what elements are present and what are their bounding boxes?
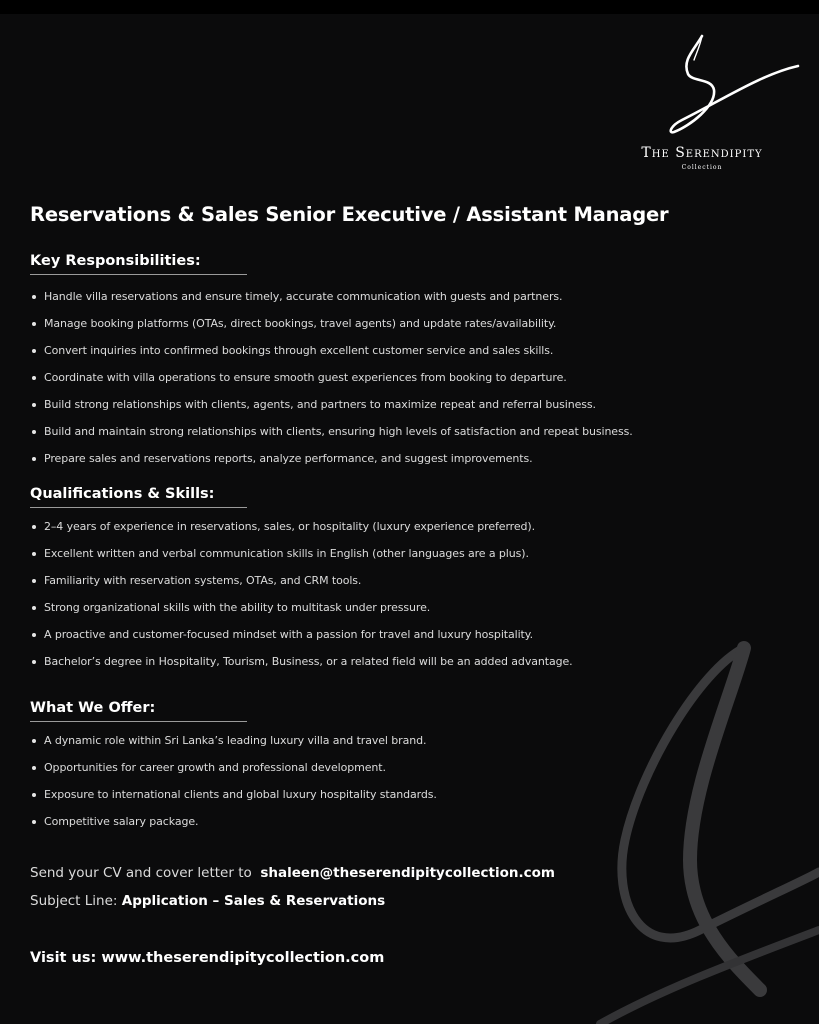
section-heading-label: What We Offer:	[30, 700, 156, 716]
visit-line	[30, 950, 384, 966]
offer-list	[30, 731, 770, 839]
section-heading-label: Key Responsibilities:	[30, 253, 201, 269]
cv-prefix: Send your CV and cover letter to	[30, 865, 252, 881]
list-item: Prepare sales and reservations reports, analyze performance, and suggest improvements.	[30, 449, 770, 476]
list-item: 2–4 years of experience in reservations, sales, or hospitality (luxury experience preferred).	[30, 517, 770, 544]
list-item: Manage booking platforms (OTAs, direct bookings, travel agents) and update rates/availability.	[30, 314, 770, 341]
list-item: A proactive and customer-focused mindset with a passion for travel and luxury hospitality.	[30, 625, 770, 652]
list-item: Handle villa reservations and ensure timely, accurate communication with guests and partners.	[30, 287, 770, 314]
top-bar	[0, 0, 819, 14]
list-item: A dynamic role within Sri Lanka’s leading luxury villa and travel brand.	[30, 731, 770, 758]
section-heading-offer	[30, 700, 260, 722]
responsibilities-list	[30, 287, 770, 476]
page-title: Reservations & Sales Senior Executive / Assistant Manager	[30, 203, 669, 226]
heading-underline	[30, 274, 247, 275]
qualifications-list	[30, 517, 770, 679]
subject-text: Application – Sales & Reservations	[121, 893, 386, 909]
subject-prefix: Subject Line:	[30, 893, 118, 909]
list-item: Coordinate with villa operations to ensure smooth guest experiences from booking to departure.	[30, 368, 770, 395]
section-heading-qualifications	[30, 486, 260, 508]
contact-email-link[interactable]: shaleen@theserendipitycollection.com	[260, 865, 555, 881]
list-item: Familiarity with reservation systems, OTAs, and CRM tools.	[30, 571, 770, 598]
website-link[interactable]: www.theserendipitycollection.com	[101, 950, 385, 966]
list-item: Competitive salary package.	[30, 812, 770, 839]
brand-logo	[612, 30, 802, 180]
brand-subtitle: Collection	[681, 164, 723, 171]
list-item: Opportunities for career growth and professional development.	[30, 758, 770, 785]
heading-underline	[30, 507, 247, 508]
list-item: Bachelor’s degree in Hospitality, Tourism, Business, or a related field will be an added advantage.	[30, 652, 770, 679]
brand-name: The Serendipity	[641, 145, 763, 161]
heading-underline	[30, 721, 247, 722]
list-item: Excellent written and verbal communication skills in English (other languages are a plus).	[30, 544, 770, 571]
cv-instructions	[30, 865, 730, 881]
list-item: Strong organizational skills with the ability to multitask under pressure.	[30, 598, 770, 625]
subject-line	[30, 893, 730, 909]
script-s-logo-icon	[612, 30, 802, 140]
section-heading-responsibilities	[30, 253, 260, 275]
list-item: Convert inquiries into confirmed bookings through excellent customer service and sales skills.	[30, 341, 770, 368]
list-item: Exposure to international clients and global luxury hospitality standards.	[30, 785, 770, 812]
list-item: Build and maintain strong relationships with clients, ensuring high levels of satisfaction and repeat business.	[30, 422, 770, 449]
section-heading-label: Qualifications & Skills:	[30, 486, 215, 502]
visit-label: Visit us:	[30, 950, 97, 966]
list-item: Build strong relationships with clients, agents, and partners to maximize repeat and referral business.	[30, 395, 770, 422]
